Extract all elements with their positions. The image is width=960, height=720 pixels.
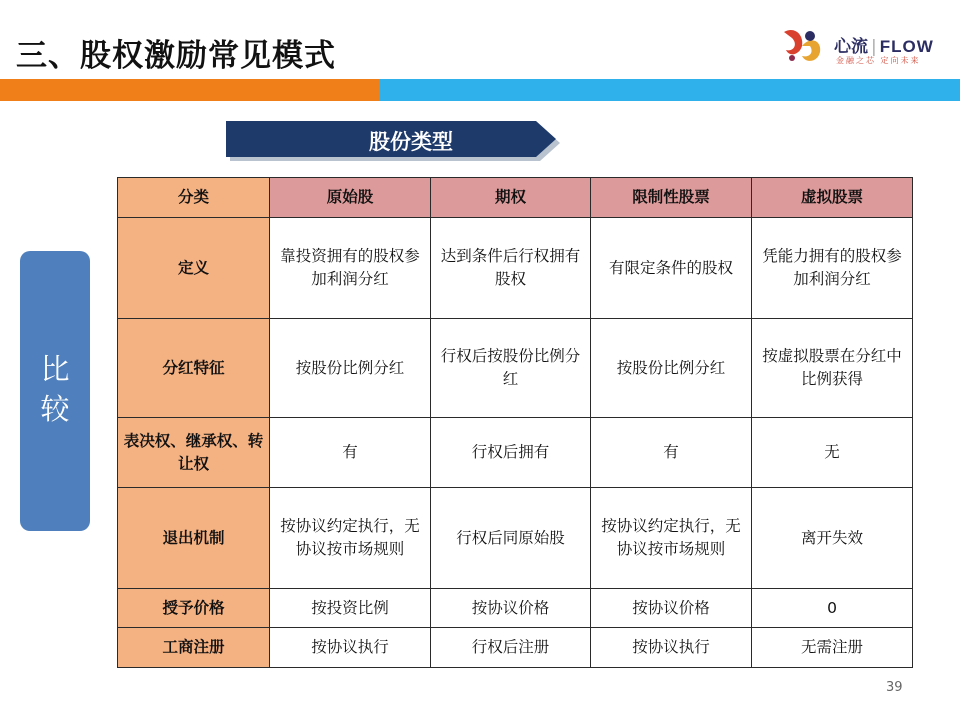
table-cell: 行权后同原始股 [431,488,591,589]
table-cell: 按协议执行 [270,628,431,668]
table-cell: 按协议约定执行，无协议按市场规则 [270,488,431,589]
table-row [118,418,913,488]
table-row [118,488,913,589]
header-cell-virtual-stock: 虚拟股票 [752,178,913,218]
table-row [118,319,913,418]
table-cell: 0 [752,589,913,628]
side-label-line-1: 比 [40,352,70,386]
table-cell: 行权后按股份比例分红 [431,319,591,418]
table-cell: 行权后拥有 [431,418,591,488]
table-cell: 按投资比例 [270,589,431,628]
logo-name-cn: 心流 [834,37,868,57]
table-cell: 有 [270,418,431,488]
section-banner [226,121,562,165]
side-label-line-2: 较 [40,392,70,426]
company-logo [780,22,950,70]
table-cell: 有 [591,418,752,488]
table-cell: 按协议执行 [591,628,752,668]
table-cell: 达到条件后行权拥有股权 [431,218,591,319]
banner-label: 股份类型 [369,130,453,154]
table-cell: 按协议价格 [591,589,752,628]
row-label-exit: 退出机制 [118,488,270,589]
side-label-box [20,251,90,531]
table-cell: 无需注册 [752,628,913,668]
page-title: 三、股权激励常见模式 [16,38,336,74]
row-label-definition: 定义 [118,218,270,319]
table-row [118,218,913,319]
side-label [20,349,90,429]
table-cell: 有限定条件的股权 [591,218,752,319]
logo-name-en: FLOW [879,37,934,56]
header-cell-category: 分类 [118,178,270,218]
header-cell-original-shares: 原始股 [270,178,431,218]
row-label-rights: 表决权、继承权、转让权 [118,418,270,488]
table-header-row [118,178,913,218]
table-cell: 按股份比例分红 [270,319,431,418]
header-cell-options: 期权 [431,178,591,218]
table-cell: 离开失效 [752,488,913,589]
row-label-grant-price: 授予价格 [118,589,270,628]
comparison-table [117,177,913,668]
header-cell-restricted-stock: 限制性股票 [591,178,752,218]
table-cell: 行权后注册 [431,628,591,668]
table-cell: 按协议约定执行，无协议按市场规则 [591,488,752,589]
table-cell: 按虚拟股票在分红中比例获得 [752,319,913,418]
table-cell: 靠投资拥有的股权参加利润分红 [270,218,431,319]
row-label-dividends: 分红特征 [118,319,270,418]
table-cell: 按股份比例分红 [591,319,752,418]
logo-tagline: 金融之芯 定向未来 [836,56,921,65]
header-bar-blue [380,79,960,101]
table-row [118,589,913,628]
flow-logo-icon [780,24,826,66]
header-bar-orange [0,79,380,101]
row-label-registration: 工商注册 [118,628,270,668]
table-cell: 无 [752,418,913,488]
page-number: 39 [886,680,903,695]
table-cell: 按协议价格 [431,589,591,628]
table-row [118,628,913,668]
logo-wordmark: 心流 | FLOW [834,37,934,57]
table-cell: 凭能力拥有的股权参加利润分红 [752,218,913,319]
